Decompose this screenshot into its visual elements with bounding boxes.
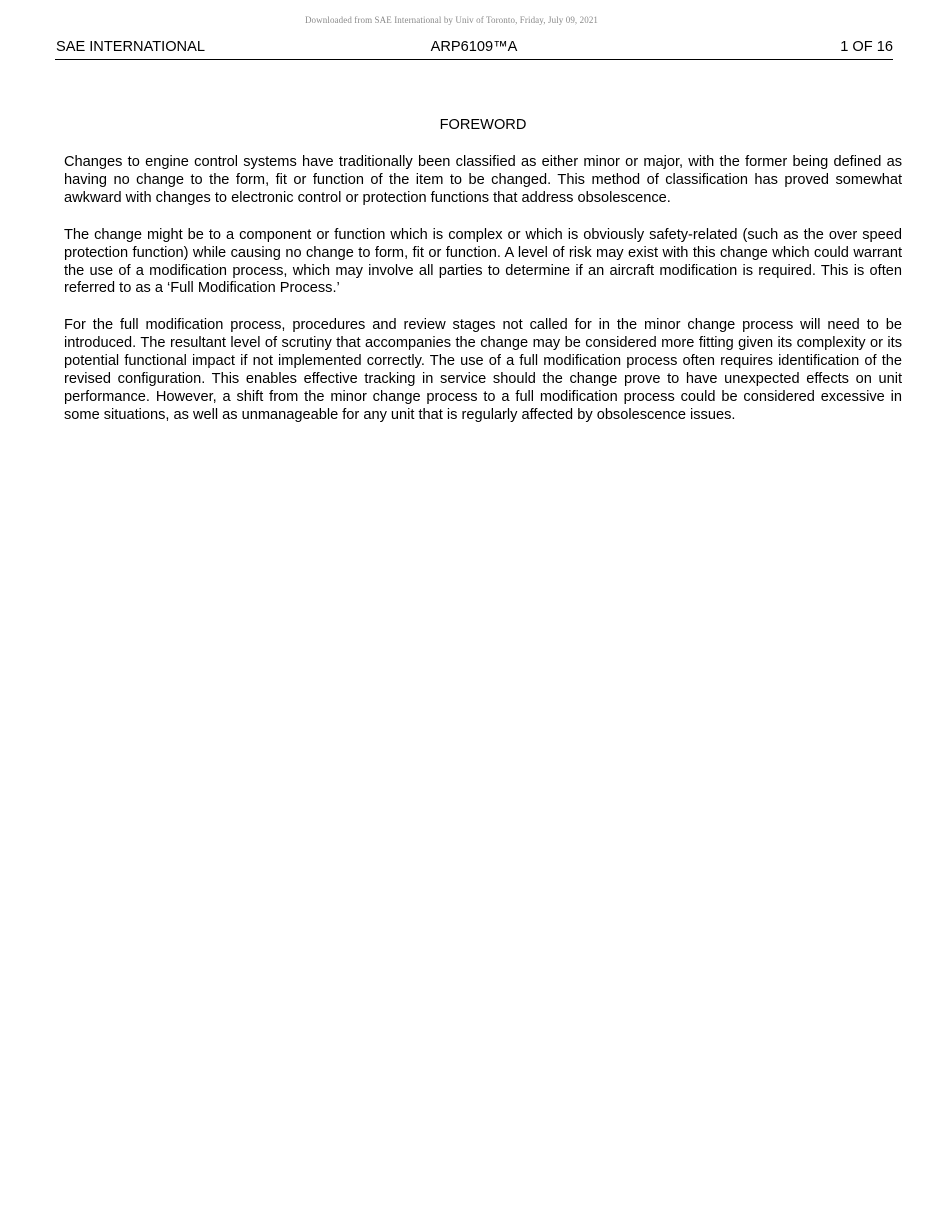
header-organization: SAE INTERNATIONAL bbox=[56, 39, 205, 55]
paragraph-2: The change might be to a component or function which is complex or which is obviously safety-related (such as the over speed protection function) while causing no change to form, fit or function. A level of risk may exist with this change which could warrant the use of a modification process, which may involve all parties to determine if an aircraft modification is required. This is often referred to as a ‘Full Modification Process.’ bbox=[64, 226, 902, 297]
paragraph-3: For the full modification process, procedures and review stages not called for in the minor change process will need to be introduced. The resultant level of scrutiny that accompanies the change may be considered more fitting given its complexity or its potential functional impact if not implemented correctly. The use of a full modification process often requires identification of the revised configuration. This enables effective tracking in service should the change prove to have unexpected effects on unit performance. However, a shift from the minor change process to a full modification process could be considered excessive in some situations, as well as unmanageable for any unit that is regularly affected by obsolescence issues. bbox=[64, 317, 902, 423]
header-document-number: ARP6109™A bbox=[430, 39, 518, 55]
header-page-indicator: 1 OF 16 bbox=[840, 39, 893, 55]
foreword-section bbox=[64, 115, 902, 444]
paragraph-1: Changes to engine control systems have traditionally been classified as either minor or major, with the former being defined as having no change to the form, fit or function of the item to be changed. This method of classification has proved somewhat awkward with changes to electronic control or protection functions that address obsolescence. bbox=[64, 154, 902, 206]
page-header bbox=[55, 38, 893, 60]
download-watermark: Downloaded from SAE International by Univ of Toronto, Friday, July 09, 2021 bbox=[304, 15, 599, 25]
section-title: FOREWORD bbox=[439, 117, 527, 133]
